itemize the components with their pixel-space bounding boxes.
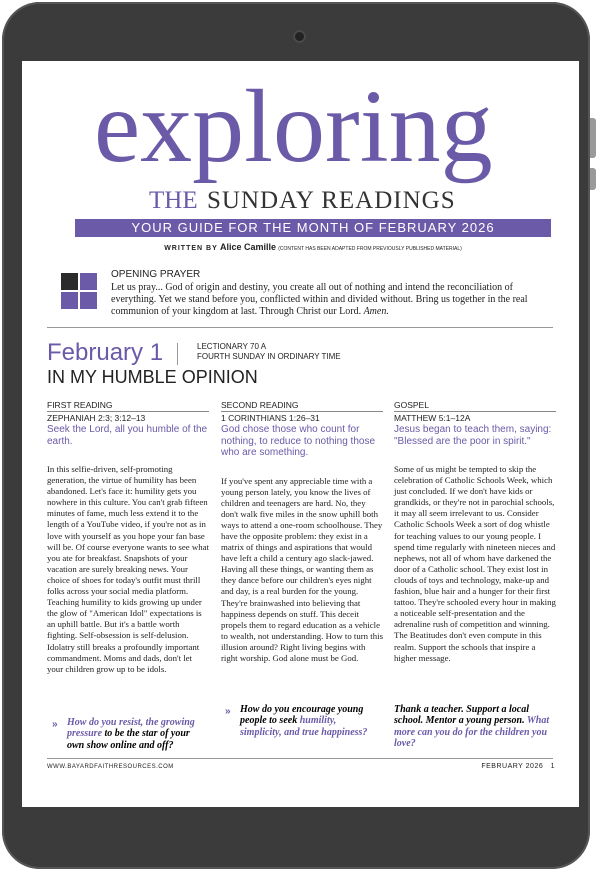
- column-verse: Jesus began to teach them, saying: "Blessed are the poor in spirit.": [394, 424, 552, 447]
- footer-website[interactable]: WWW.BAYARDFAITHRESOURCES.COM: [47, 764, 174, 770]
- column-body: If you've spent any appreciable time with a young person lately, you know the lives of children and teenagers are hard. No, they don't walk five miles in the snow uphill both ways to attend a one-room schoolhouse. They have the opposite problem: they exist in a matrix of things and aspirations that would have left a child a century ago slack-jawed. Having all these things, or wanting them as they dance before our children's eyes night and day, is a real burden for the young. They're brainwashed into believing that happiness depends on stuff. This deceit propels them to regard education as a vehicle to wealth, not understanding. How to turn this illusion around? Right living begins with right worship. God alone must be God.: [221, 475, 383, 663]
- date-separator: [177, 343, 178, 365]
- column-heading: FIRST READING: [47, 400, 113, 410]
- prayer-amen: Amen.: [363, 306, 389, 318]
- page-number: 1: [550, 763, 555, 770]
- reading-theme-title: IN MY HUMBLE OPINION: [47, 367, 258, 387]
- gospel-reflection: Thank a teacher. Support a local school. Mentor a young person. What more can you do for the children you love?: [394, 704, 550, 750]
- column-body: In this selfie-driven, self-promoting generation, the virtue of humility has been abandoned. Let's face it: humility gets you nowhere in this culture. You can't grab fifteen minutes of fame, much less extend it to the length of a YouTube video, if you're not as in love with yourself as you hope your fan base will be. Of course everyone wants to see what you ate for breakfast. Snapshots of your vacation are surely breaking news. Your choice of shoes for today's outfit must thrill folks across your social media platform. Teaching humility to kids growing up under the glow of "American Idol" expectations is an uphill battle. But it's a battle worth fighting. Self-obsession is self-delusion. Idolatry still breaks a profoundly important commandment. Moms and dads, don't let your children grow up to be idols.: [47, 464, 209, 674]
- masthead-the: THE: [149, 187, 198, 214]
- column-verse: Seek the Lord, all you humble of the earth.: [47, 424, 208, 447]
- document-page: [22, 61, 579, 807]
- camera-icon: [293, 30, 306, 43]
- prayer-body: Let us pray... God of origin and destiny, you create all out of nothing and intend the reconciliation of everything. Yet we stand before you, conflicted within and divided without. Bring us together in the real communion of your kingdom at last. Through Christ our Lord.: [111, 282, 528, 318]
- month-banner: YOUR GUIDE FOR THE MONTH OF FEBRUARY 2026: [75, 219, 551, 237]
- section-divider: [47, 327, 553, 328]
- masthead-title: exploring: [94, 69, 493, 184]
- byline-author: Alice Camille: [219, 242, 277, 252]
- column-heading: SECOND READING: [221, 400, 299, 410]
- second-reading-column: [221, 400, 383, 664]
- column-body: Some of us might be tempted to skip the celebration of Catholic Schools Week, which just concluded. If we don't have kids or grandkids, or they're not in parochial schools, it may all seem irrelevant to us. Consider Catholic Schools Week a sort of dog whistle for teaching values to our young people. I spend time regularly with nineteen nieces and nephews, not all of whom have darkened the door of a Catholic school. They exist lost in clouds of toys and technology, make-up and fashion, blue hair and a hunger for their first tattoo. They're schooled every hour in making a noticeable self-presentation and the adrenaline rush of competition and winning. The Beatitudes don't even compute in this realm. Support the schools that inspire a higher message.: [394, 464, 556, 663]
- column-citation: MATTHEW 5:1–12A: [394, 413, 471, 423]
- reflect-arrow-icon: »: [225, 706, 231, 717]
- first-reading-reflection: How do you resist, the growing pressure to be the star of your own show online and off?: [67, 717, 195, 751]
- reading-date: February 1: [47, 339, 164, 366]
- footer-issue: [481, 763, 555, 770]
- byline-note: (CONTENT HAS BEEN ADAPTED FROM PREVIOUSLY PUBLISHED MATERIAL): [278, 246, 462, 252]
- lectionary-number: LECTIONARY 70 A: [197, 342, 267, 351]
- gospel-column: [394, 400, 556, 664]
- opening-prayer-heading: OPENING PRAYER: [111, 269, 201, 280]
- lectionary-occasion: FOURTH SUNDAY IN ORDINARY TIME: [197, 352, 341, 361]
- column-verse: God chose those who count for nothing, to reduce to nothing those who are something.: [221, 424, 376, 458]
- column-heading: GOSPEL: [394, 400, 429, 410]
- first-reading-column: [47, 400, 209, 675]
- column-citation: 1 CORINTHIANS 1:26–31: [221, 413, 320, 423]
- squares-icon: [61, 273, 99, 311]
- reflect-arrow-icon: »: [52, 719, 58, 730]
- byline-label: WRITTEN BY: [164, 245, 218, 252]
- masthead-sunday-readings: SUNDAY READINGS: [207, 187, 456, 214]
- byline: [75, 242, 551, 252]
- volume-button: [590, 118, 596, 158]
- opening-prayer-text: [111, 282, 551, 319]
- footer-divider: [47, 758, 553, 759]
- second-reading-reflection: How do you encourage young people to seek humility, simplicity, and true happiness?: [240, 704, 368, 738]
- column-citation: ZEPHANIAH 2:3; 3:12–13: [47, 413, 146, 423]
- footer-issue-date: FEBRUARY 2026: [481, 763, 544, 770]
- power-button: [590, 168, 596, 190]
- lectionary-info: [197, 342, 341, 362]
